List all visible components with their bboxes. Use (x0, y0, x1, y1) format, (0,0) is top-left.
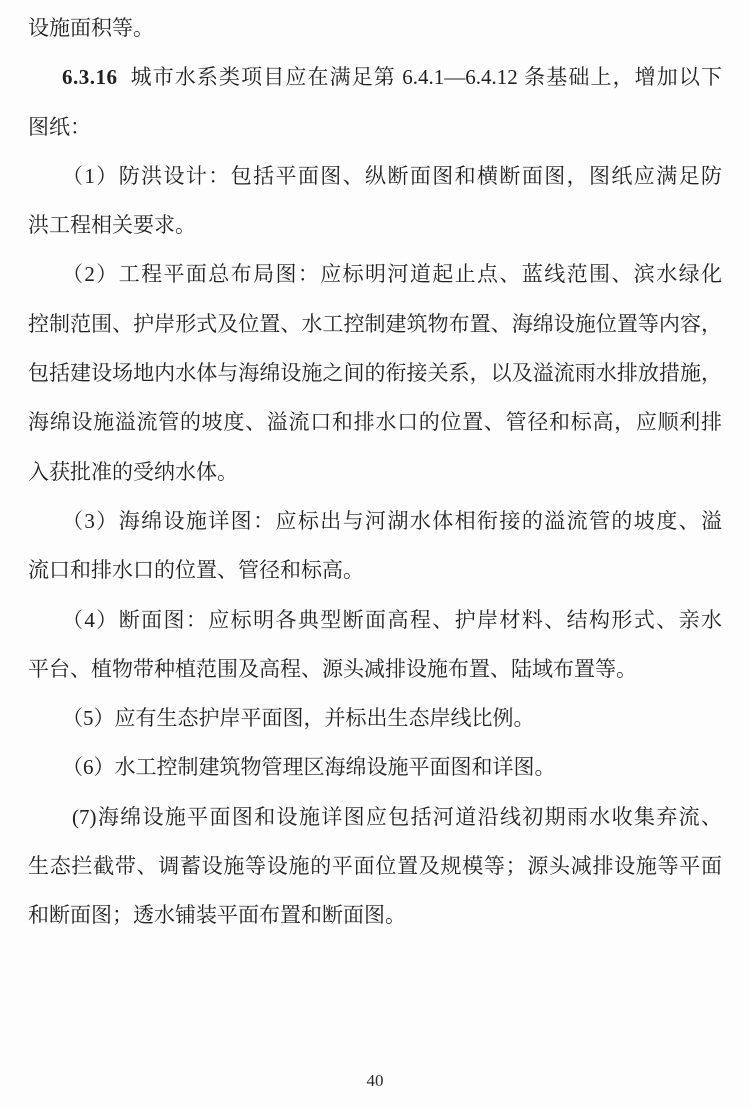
item-7-line-3: 和断面图；透水铺装平面布置和断面图。 (28, 903, 406, 928)
item-4-line-2: 平台、植物带种植范围及高程、源头减排设施布置、陆域布置等。 (28, 656, 637, 681)
item-6-line-1: （6）水工控制建筑物管理区海绵设施平面图和详图。 (62, 755, 556, 780)
item-1-line-1: （1）防洪设计：包括平面图、纵断面图和横断面图，图纸应满足防 (62, 163, 722, 188)
item-2-line-2: 控制范围、护岸形式及位置、水工控制建筑物布置、海绵设施位置等内容， (28, 311, 722, 336)
item-2-line-3: 包括建设场地内水体与海绵设施之间的衔接关系，以及溢流雨水排放措施， (28, 361, 722, 386)
item-1-line-2: 洪工程相关要求。 (28, 213, 196, 238)
item-7-line-1: (7)海绵设施平面图和设施详图应包括河道沿线初期雨水收集弃流、 (72, 804, 722, 829)
clause-6316-line-1 (28, 53, 722, 102)
item-2-line-4: 海绵设施溢流管的坡度、溢流口和排水口的位置、管径和标高，应顺利排 (28, 410, 722, 435)
item-7-line-2: 生态拦截带、调蓄设施等设施的平面位置及规模等；源头减排设施等平面 (28, 854, 722, 879)
clause-6316-line-2: 图纸： (28, 114, 91, 139)
item-3-line-2: 流口和排水口的位置、管径和标高。 (28, 558, 364, 583)
page-number: 40 (366, 1071, 384, 1090)
document-body (28, 0, 722, 941)
item-5-line-1: （5）应有生态护岸平面图，并标出生态岸线比例。 (62, 706, 535, 731)
item-3-line-1: （3）海绵设施详图：应标出与河湖水体相衔接的溢流管的坡度、溢 (62, 508, 722, 533)
body-line-continuation: 设施面积等。 (28, 16, 154, 40)
item-2-line-5: 入获批准的受纳水体。 (28, 459, 238, 484)
item-4-line-1: （4）断面图：应标明各典型断面高程、护岸材料、结构形式、亲水 (62, 607, 722, 632)
clause-number: 6.3.16 (62, 65, 118, 90)
clause-text: 城市水系类项目应在满足第 6.4.1—6.4.12 条基础上，增加以下 (129, 65, 722, 90)
item-2-line-1: （2）工程平面总布局图：应标明河道起止点、蓝线范围、滨水绿化 (62, 262, 722, 287)
